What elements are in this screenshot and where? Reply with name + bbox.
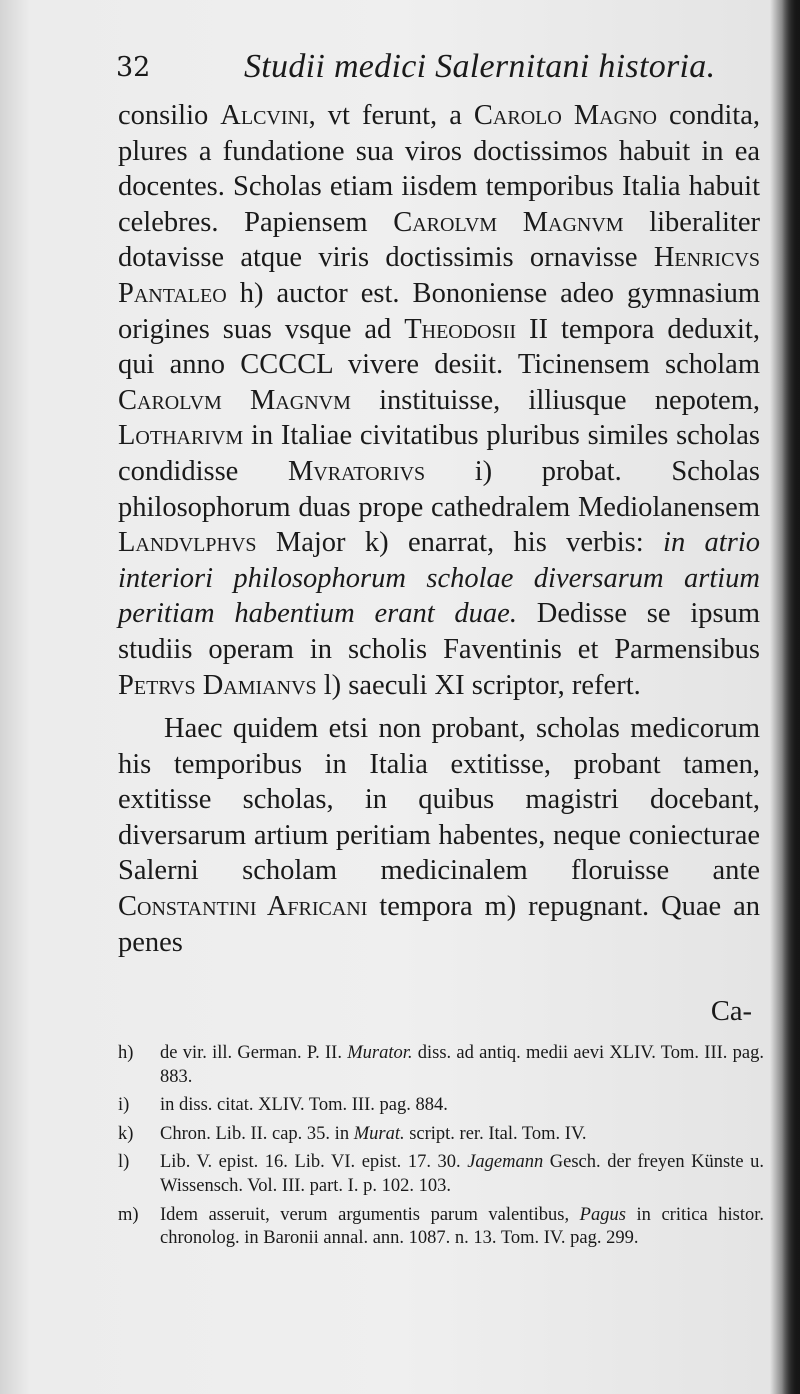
running-head: Studii medici Salernitani historia.: [244, 48, 716, 85]
footnote-text: [160, 1204, 764, 1251]
footnote-text: [160, 1094, 764, 1118]
name-lotharivm: Lotharivm: [118, 420, 244, 452]
main-text: [118, 98, 760, 960]
text-run: l) saeculi XI scriptor, refert.: [316, 669, 641, 701]
text-run: condita, plures a fundatione sua viros doctissimos habuit in ea docentes. Scholas etiam iisdem temporibus Italia habuit celebres. Papiensem: [118, 100, 760, 238]
text-run: in Italiae civitatibus pluribus similes scholas condidisse: [118, 420, 760, 487]
name-theodosii: Theodosii: [404, 313, 517, 345]
footnote-mark: h): [118, 1043, 134, 1063]
footnote-mark: k): [118, 1123, 134, 1144]
text-run: i) probat. Scholas philosophorum duas prope cathedralem Mediolanensem: [118, 455, 760, 523]
name-mvratorivs: Mvratorivs: [287, 455, 426, 487]
catchword: Ca-: [710, 996, 752, 1027]
text-run: Idem asseruit, verum argumentis parum valentibus,: [160, 1204, 580, 1225]
text-run: Gesch. der freyen Künste u. Wissensch. Vol. III. part. I. p. 102. 103.: [160, 1152, 764, 1196]
footnote-h: [118, 1042, 764, 1089]
name-petrvs-damianvs: Petrvs Damianvs: [118, 669, 317, 701]
text-run: Dedisse se ipsum studiis operam in scholis Faventinis et Parmensibus: [118, 598, 760, 665]
footnote-text: [160, 1123, 764, 1147]
text-run: Lib. V. epist. 16. Lib. VI. epist. 17. 30.: [160, 1152, 468, 1173]
text-run: Major k) enarrat, his verbis:: [256, 527, 664, 559]
footnote-mark: m): [118, 1204, 139, 1225]
footnotes: [118, 1042, 764, 1256]
footnote-m: [118, 1204, 764, 1251]
text-run: in diss. citat. XLIV. Tom. III. pag. 884.: [160, 1095, 448, 1116]
text-run: , vt ferunt, a: [308, 100, 474, 131]
text-run: Haec quidem etsi non probant, scholas medicorum his temporibus in Italia extitisse, probant tamen, extitisse scholas, in quibus magistri docebant, diversarum artium peritiam habentes, neque coniecturae Salerni scholam medicinalem floruisse ante: [118, 713, 760, 887]
text-run: II tempora deduxit, qui anno CCCCL vivere desiit. Ticinensem scholam: [118, 313, 760, 381]
text-run: diss. ad antiq. medii aevi XLIV. Tom. III. pag. 883.: [160, 1043, 764, 1087]
paragraph-2: [118, 711, 760, 960]
text-run: script. rer. Ital. Tom. IV.: [404, 1123, 587, 1144]
name-constantini-africani: Constantini Africani: [118, 891, 368, 923]
name-landvlphvs: Landvlphvs: [118, 527, 257, 559]
name-carolo-magno: Carolo Magno: [473, 100, 657, 131]
name-carolvm-magnvm: Carolvm Magnvm: [393, 206, 624, 238]
footnote-k: [118, 1123, 764, 1147]
page-edge-shadow: [782, 0, 800, 1394]
footnote-mark: i): [118, 1095, 130, 1116]
footnote-i: [118, 1094, 764, 1118]
text-run: liberaliter dotavisse atque viris doctissimis ornavisse: [118, 206, 760, 274]
italic-ref: Jagemann: [467, 1152, 544, 1173]
italic-ref: Pagus: [579, 1204, 626, 1225]
text-run: consilio: [118, 100, 221, 131]
text-run: de vir. ill. German. P. II.: [160, 1043, 348, 1063]
name-henricvs-pantaleo: Henricvs Pantaleo: [118, 242, 760, 309]
name-alcvini: Alcvini: [220, 100, 309, 131]
text-run: in critica histor. chronolog. in Baronii annal. ann. 1087. n. 13. Tom. IV. pag. 299.: [160, 1204, 764, 1249]
text-run: h) auctor est. Bononiense adeo gymnasium origines suas vsque ad: [118, 277, 760, 345]
quotation: in atrio interiori philosophorum scholae diversarum artium peritiam habentium erant duae.: [118, 527, 760, 630]
text-run: Chron. Lib. II. cap. 35. in: [160, 1123, 354, 1144]
footnote-l: [118, 1151, 764, 1198]
footnote-mark: l): [118, 1152, 130, 1173]
page-header: [110, 42, 760, 92]
text-run: tempora m) repugnant. Quae an penes: [118, 891, 760, 958]
page-number: 32: [116, 52, 151, 83]
paragraph-1: [118, 98, 760, 703]
italic-ref: Murat.: [353, 1123, 405, 1144]
name-carolvm-magnvm: Carolvm Magnvm: [118, 384, 351, 416]
footnote-text: [160, 1042, 764, 1089]
text-run: instituisse, illiusque nepotem,: [350, 384, 760, 416]
italic-ref: Murator.: [347, 1043, 413, 1063]
footnote-text: [160, 1151, 764, 1198]
